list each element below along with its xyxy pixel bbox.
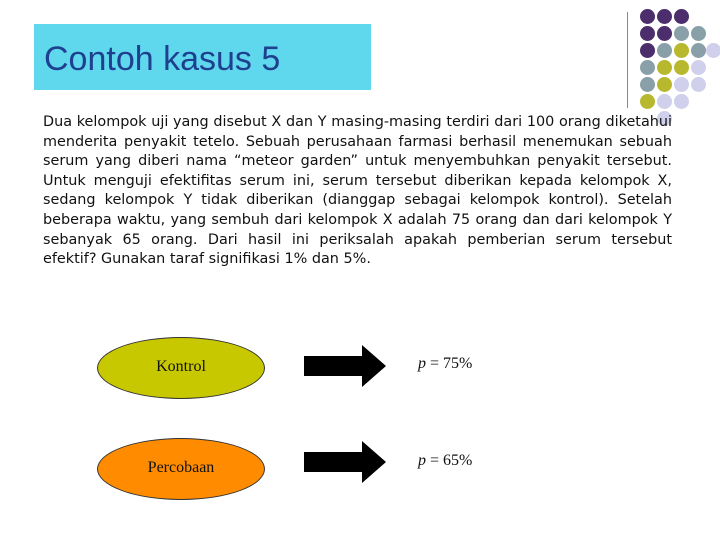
dot: [640, 43, 655, 58]
percobaan-arrow: [304, 441, 386, 483]
dot: [691, 26, 706, 41]
dot: [674, 43, 689, 58]
percobaan-p-number: = 65%: [426, 452, 473, 469]
dot: [674, 77, 689, 92]
dot: [691, 60, 706, 75]
dot: [657, 94, 672, 109]
dot: [640, 94, 655, 109]
problem-paragraph: Dua kelompok uji yang disebut X dan Y masing-masing terdiri dari 100 orang diketahui menderita penyakit tetelo. Sebuah perusahaan farmasi berhasil menemukan sebuah serum yang diberi nama “meteor garden” untuk menyembuhkan penyakit tersebut. Untuk menguji efektifitas serum ini, serum tersebut diberikan kepada kelompok X, sedang kelompok Y tidak diberikan (dianggap sebagai kelompok kontrol). Setelah beberapa waktu, yang sembuh dari kelompok X adalah 75 orang dan dari kelompok Y sebanyak 65 orang. Dari hasil ini periksalah apakah pemberian serum tersebut efektif? Gunakan taraf signifikasi 1% dan 5%.: [43, 114, 672, 268]
dot: [657, 9, 672, 24]
dot: [674, 9, 689, 24]
dot: [674, 26, 689, 41]
kontrol-arrow: [304, 345, 386, 387]
kontrol-p-value: [418, 355, 472, 373]
dot: [640, 26, 655, 41]
percobaan-p-value: [418, 452, 472, 470]
slide-title: Contoh kasus 5: [44, 40, 281, 78]
dot: [674, 94, 689, 109]
decorative-divider: [627, 12, 628, 108]
dot: [657, 26, 672, 41]
kontrol-p-number: = 75%: [426, 355, 473, 372]
title-box: [34, 24, 371, 90]
kontrol-p-symbol: p: [418, 355, 426, 372]
dot: [640, 9, 655, 24]
dot: [657, 43, 672, 58]
percobaan-ellipse: [97, 438, 265, 500]
dot: [674, 60, 689, 75]
kontrol-ellipse: [97, 337, 265, 399]
dot: [706, 43, 720, 58]
dot: [640, 77, 655, 92]
dot: [657, 77, 672, 92]
percobaan-label: Percobaan: [147, 459, 215, 476]
dot: [691, 77, 706, 92]
kontrol-label: Kontrol: [156, 358, 206, 375]
percobaan-p-symbol: p: [418, 452, 426, 469]
dot: [640, 60, 655, 75]
dot: [657, 60, 672, 75]
dot: [691, 43, 706, 58]
